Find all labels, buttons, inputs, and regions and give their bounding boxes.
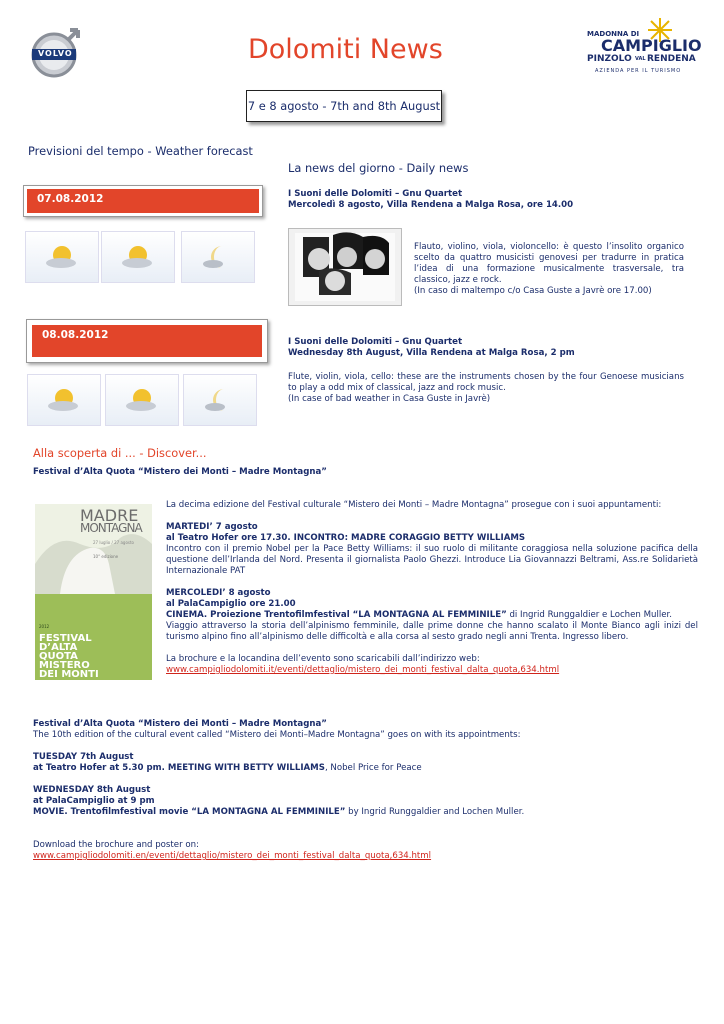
logo-line3: PINZOLO <box>587 54 632 64</box>
news-en-title: I Suoni delle Dolomiti – Gnu Quartet <box>288 337 463 347</box>
poster-f2: D’ALTA <box>39 642 78 653</box>
weather-date-1: 07.08.2012 <box>27 189 259 213</box>
news-it-body: Flauto, violino, viola, violoncello: è questo l’insolito organico scelto da quattro musicisti genovesi per tradurre in pratica l’idea di una formazione musicalmente trasversale, tra classico, jazz e rock. <box>414 242 684 285</box>
discover-heading: Alla scoperta di ... - Discover... <box>33 446 207 460</box>
poster-f4: MISTERO <box>39 660 90 671</box>
sun-cloud-icon <box>105 374 179 426</box>
logo-line1: MADONNA DI <box>587 30 640 38</box>
poster-f1: FESTIVAL <box>39 633 92 644</box>
poster-f5: DEI MONTI <box>39 669 99 680</box>
date-range-box <box>246 90 442 122</box>
news-en-note: (In case of bad weather in Casa Guste in Javrè) <box>288 394 491 404</box>
discover-en-d2-movie: MOVIE. Trentofilmfestival movie “LA MONTAGNA AL FEMMINILE” <box>33 807 346 817</box>
poster-year: 2012 <box>39 624 50 629</box>
discover-en-block <box>33 719 693 862</box>
logo-line4: AZIENDA PER IL TURISMO <box>595 68 682 74</box>
sun-cloud-icon <box>27 374 101 426</box>
news-en-subtitle: Wednesday 8th August, Villa Rendena at Malga Rosa, 2 pm <box>288 348 575 358</box>
discover-en-d1-line <box>33 763 693 774</box>
weather-date-2: 08.08.2012 <box>32 325 262 357</box>
date-range: 7 e 8 agosto - 7th and 8th August <box>247 99 441 113</box>
sun-cloud-icon <box>25 231 99 283</box>
news-it-block <box>288 189 688 211</box>
news-it-subtitle: Mercoledì 8 agosto, Villa Rendena a Malga Rosa, ore 14.00 <box>288 200 574 210</box>
discover-en-d2-place: at PalaCampiglio at 9 pm <box>33 796 155 806</box>
weather-icons-1 <box>25 231 255 283</box>
sun-cloud-icon <box>101 231 175 283</box>
discover-it-d1-body: Incontro con il premio Nobel per la Pace Betty Williams: il suo ruolo di militante coraggiosa nella soluzione pacifica della questione dell’Irlanda del Nord. Presenta il giornalista Paolo Ghezzi. Introduce Lia Giovannazzi Beltrami, Ass.re Solidarietà Internazionale PAT <box>166 544 698 576</box>
discover-en-download: Download the brochure and poster on: <box>33 840 199 850</box>
discover-en-intro: The 10th edition of the cultural event called “Mistero dei Monti–Madre Montagna” goes on with its appointments: <box>33 730 521 740</box>
campiglio-logo <box>585 16 702 78</box>
discover-it-d2-body: Viaggio attraverso la storia dell’alpinismo femminile, dalle prime donne che hanno scalato il Monte Bianco agli inizi del turismo alpino fino all’alpinismo delle difficoltà e alla corsa al sesto grado negli anni Trenta. Ingresso libero. <box>166 621 698 642</box>
discover-it-intro: La decima edizione del Festival culturale “Mistero dei Monti – Madre Montagna” prosegue con i suoi appuntamenti: <box>166 500 662 510</box>
discover-it-d1-place: al Teatro Hofer ore 17.30. INCONTRO: MADRE CORAGGIO BETTY WILLIAMS <box>166 533 526 543</box>
news-it-title: I Suoni delle Dolomiti – Gnu Quartet <box>288 189 463 199</box>
discover-en-d2-rest: by Ingrid Runggaldier and Lochen Muller. <box>345 807 525 817</box>
news-en-block <box>288 337 688 359</box>
discover-en-d1-day: TUESDAY 7th August <box>33 752 134 762</box>
volvo-logo-text: VOLVO <box>38 49 73 58</box>
poster-edition: 10° edizione <box>93 554 119 559</box>
discover-it-d2-place: al PalaCampiglio ore 21.00 <box>166 599 296 609</box>
volvo-logo <box>28 26 82 80</box>
moon-cloud-icon <box>181 231 255 283</box>
poster-line1: MADRE <box>80 506 139 525</box>
discover-en-d2-day: WEDNESDAY 8th August <box>33 785 151 795</box>
news-it-note: (In caso di maltempo c/o Casa Guste a Javrè ore 17.00) <box>414 286 652 296</box>
weather-icons-2 <box>27 374 257 426</box>
discover-it-d2-movie-line <box>166 610 698 621</box>
poster-festival-text <box>39 634 99 679</box>
news-en-body: Flute, violin, viola, cello: these are the instruments chosen by the four Genoese musicians to play a odd mix of classical, jazz and rock music. <box>288 372 684 393</box>
gnu-quartet-photo <box>288 228 402 306</box>
discover-en-d2-line <box>33 807 693 818</box>
logo-line3b: VAL <box>635 56 646 62</box>
moon-cloud-icon <box>183 374 257 426</box>
discover-it-d2-movie-rest: di Ingrid Runggaldier e Lochen Muller. <box>506 610 672 620</box>
news-en-body-block <box>288 372 684 405</box>
poster-f3: QUOTA <box>39 651 78 662</box>
madre-montagna-poster <box>35 504 152 680</box>
poster-line2: MONTAGNA <box>80 521 142 535</box>
logo-line3c: RENDENA <box>647 54 696 64</box>
weather-heading: Previsioni del tempo - Weather forecast <box>28 144 253 158</box>
daily-news-heading: La news del giorno - Daily news <box>288 161 469 175</box>
weather-day-2 <box>26 319 268 363</box>
discover-it-brochure: La brochure e la locandina dell’evento sono scaricabili dall’indirizzo web: <box>166 654 480 664</box>
discover-en-d1-rest: , Nobel Price for Peace <box>324 763 422 773</box>
discover-it-link[interactable]: www.campigliodolomiti.it/eventi/dettaglio/mistero_dei_monti_festival_dalta_quota,634.html <box>166 665 560 675</box>
news-it-body-block <box>414 242 684 297</box>
discover-en-title: Festival d’Alta Quota “Mistero dei Monti – Madre Montagna” <box>33 719 327 729</box>
page-title: Dolomiti News <box>248 34 443 65</box>
weather-day-1 <box>23 185 263 217</box>
discover-it-block <box>166 500 698 676</box>
discover-it-d2-movie: CINEMA. Proiezione Trentofilmfestival “LA MONTAGNA AL FEMMINILE” <box>166 610 507 620</box>
poster-dates: 27 luglio / 27 agosto <box>93 540 135 545</box>
discover-en-d1-place: at Teatro Hofer at 5.30 pm. MEETING WITH BETTY WILLIAMS <box>33 763 325 773</box>
discover-it-d1-day: MARTEDI’ 7 agosto <box>166 522 258 532</box>
discover-event-title: Festival d’Alta Quota “Mistero dei Monti – Madre Montagna” <box>33 467 327 477</box>
discover-en-link[interactable]: www.campigliodolomiti.en/eventi/dettaglio/mistero_dei_monti_festival_dalta_quota,634.html <box>33 851 432 861</box>
logo-line2: CAMPIGLIO <box>601 36 702 55</box>
discover-it-d2-day: MERCOLEDI’ 8 agosto <box>166 588 271 598</box>
